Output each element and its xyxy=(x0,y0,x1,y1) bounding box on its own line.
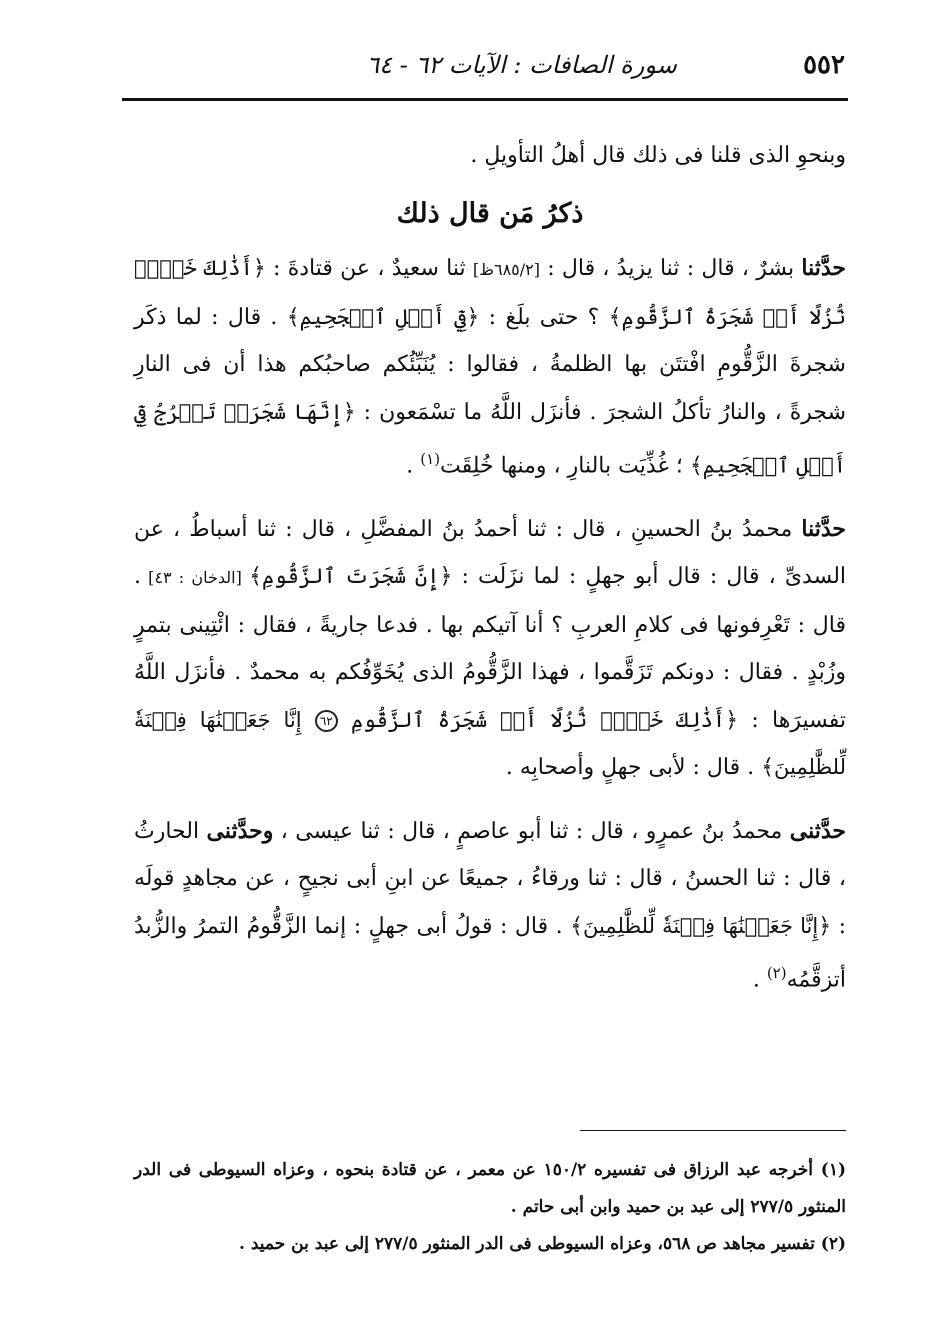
section-heading: ذكرُ مَن قال ذلك xyxy=(396,197,584,229)
quran-verse: إِنَّ شَجَرَتَ ٱلزَّقُّومِ xyxy=(261,564,440,589)
quran-verse: إِنَّا جَعَلۡنَٰهَا فِتۡنَةٗ لِّلظَّٰلِمِينَ xyxy=(582,913,819,938)
text-span: . قال : لأبى جهلٍ وأصحابِه . xyxy=(505,755,762,781)
footnote-marker[interactable]: (١) xyxy=(420,450,441,468)
quran-open-bracket: ﴿ xyxy=(725,707,739,733)
quran-close-bracket: ﴾ xyxy=(608,304,622,330)
narration-paragraph-2 xyxy=(134,506,846,792)
narration-paragraph-1 xyxy=(134,245,846,490)
text-span: . xyxy=(406,453,421,479)
footnote-2: (٢) تفسير مجاهد ص ٥٦٨، وعزاه السيوطى فى الدر المنثور ٢٧٧/٥ إلى عبد بن حميد . xyxy=(239,1234,846,1254)
narrator-word: وحدَّثنى xyxy=(206,817,274,844)
text-span: . قال : لما ذكَر شجرةَ الزَّقُّومِ افْتتَن بها الظلمةُ ، فقالوا : يُنَبِّئُكم صاحبُكم هذا أن فى النارِ شجرةً ، والنارُ تأكلُ الشجرَ . فأنزَل اللَّهُ ما تسْمَعون : xyxy=(134,304,847,425)
surah-reference: [الدخان : ٤٣] xyxy=(141,568,250,588)
text-span: بشرٌ ، قال : ثنا يزيدُ ، قال : xyxy=(539,256,795,281)
narrator-word: حدَّثنا xyxy=(801,255,847,281)
text-span: ؟ حتى بلَغ : xyxy=(479,304,609,330)
page-number: ٥٥٢ xyxy=(803,50,845,80)
narrator-word: حدَّثنا xyxy=(801,515,846,542)
footnote-separator xyxy=(580,1130,846,1131)
quran-open-bracket: ﴿ xyxy=(252,256,266,281)
footnote-marker[interactable]: (٢) xyxy=(766,964,787,983)
manuscript-reference: [٦٨٥/٢ظ] xyxy=(472,260,540,279)
text-span: . xyxy=(752,967,767,993)
quran-close-bracket: ﴾ xyxy=(286,304,300,330)
quran-verse: فِيٓ أَصۡلِ ٱلۡجَحِيمِ xyxy=(299,304,467,329)
quran-close-bracket: ﴾ xyxy=(689,453,703,479)
header-rule xyxy=(122,98,848,101)
quran-open-bracket: ﴿ xyxy=(466,304,480,330)
intro-line: وبنحوِ الذى قلنا فى ذلك قال أهلُ التأويلِ . xyxy=(470,143,846,168)
quran-verse: إِنَّهَا شَجَرَةٞ تَخۡرُجُ فِيٓ أَصۡلِ ٱلۡجَحِيمِ xyxy=(134,399,846,478)
text-span: محمدُ بنُ الحسينِ ، قال : ثنا أحمدُ بنُ المفضَّلِ ، قال : ثنا أسباطُ ، عن السدىِّ ، قال : قال أبو جهلٍ : لما نزَلَت : xyxy=(134,516,847,590)
main-text xyxy=(134,130,846,1004)
text-span: الحارثُ ، قال : ثنا الحسنُ ، قال : ثنا ورقاءُ ، جميعًا عن ابنِ أبى نجيحٍ ، عن مجاهدٍ قولَه : xyxy=(134,818,846,939)
running-title: سورة الصافات : الآيات ٦٢ - ٦٤ xyxy=(366,51,677,79)
page-header xyxy=(120,40,845,90)
footnotes xyxy=(134,1152,846,1263)
quran-open-bracket: ﴿ xyxy=(342,399,356,425)
ayah-number-marker: ٦٢ xyxy=(315,710,338,732)
quran-open-bracket: ﴿ xyxy=(818,913,832,939)
text-span: . قال : تَعْرِفونها فى كلامِ العربِ ؟ أنا آتيكم بها . فدعا جاريةً ، فقال : ائْتِينى بتمرٍ وزُبْدٍ . فقال : دونكم تَزَقَّموا ، فهذا الزَّقُّومُ الذى يُخَوِّفُكم به محمدٌ . فأنزَل اللَّهُ تفسيرَها : xyxy=(134,564,847,733)
text-span: . قال : قولُ أبى جهلٍ : إنما الزَّقُّومُ التمرُ والزُّبدُ أتزقَّمُه xyxy=(134,913,846,993)
narration-paragraph-3 xyxy=(134,808,846,1004)
quran-verse: إِنَّا جَعَلۡنَٰهَا فِتۡنَةٗ لِّلظَّٰلِمِينَ xyxy=(134,707,846,780)
quran-close-bracket: ﴾ xyxy=(249,564,262,590)
narrator-word: حدَّثنى xyxy=(789,817,846,844)
quran-open-bracket: ﴿ xyxy=(439,564,453,590)
quran-close-bracket: ﴾ xyxy=(570,913,583,939)
text-span: محمدُ بنُ عمرٍو ، قال : ثنا أبو عاصمٍ ، قال : ثنا عيسى ، xyxy=(273,818,790,844)
footnote-1: (١) أخرجه عبد الرزاق فى تفسيره ١٥٠/٢ عن معمر ، عن قتادة بنحوه ، وعزاه السيوطى فى الدر المنثور ٢٧٧/٥ إلى عبد بن حميد وابن أبى حاتم . xyxy=(134,1160,846,1217)
quran-verse: أَذَٰلِكَ خَيۡرٞ نُّزُلًا أَمۡ شَجَرَةُ ٱلزَّقُّومِ xyxy=(134,256,847,329)
quran-verse: أَذَٰلِكَ خَيۡرٞ نُّزُلًا أَمۡ شَجَرَةُ ٱلزَّقُّومِ xyxy=(351,707,726,732)
text-span: ثنا سعيدٌ ، عن قتادةَ : xyxy=(265,256,473,281)
text-span: ؛ غُذِّيَت بالنارِ ، ومنها خُلِقَت xyxy=(440,453,690,479)
quran-close-bracket: ﴾ xyxy=(761,755,774,781)
